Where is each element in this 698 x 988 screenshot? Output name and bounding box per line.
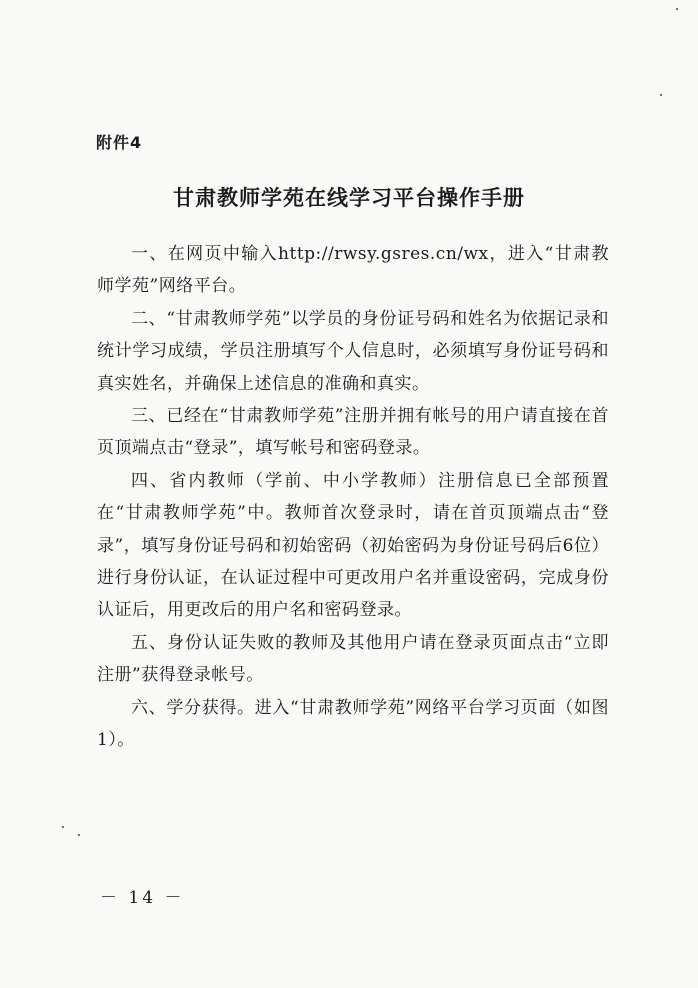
scan-speck	[62, 826, 64, 828]
document-body	[97, 238, 609, 757]
attachment-label: 附件4	[96, 133, 143, 152]
scan-speck	[676, 8, 678, 10]
paragraph-1: 一、在网页中输入http://rwsy.gsres.cn/wx，进入“甘肃教师学苑”网络平台。	[97, 244, 609, 297]
paragraph-6: 六、学分获得。进入“甘肃教师学苑”网络平台学习页面（如图1）。	[97, 697, 609, 751]
paragraph-4: 四、省内教师（学前、中小学教师）注册信息已全部预置在“甘肃教师学苑”中。教师首次登录时，请在首页顶端点击“登录”，填写身份证号码和初始密码（初始密码为身份证号码后6位）进行身份认证，在认证过程中可更改用户名并重设密码，完成身份认证后，用更改后的用户名和密码登录。	[97, 470, 609, 621]
document-title: 甘肃教师学苑在线学习平台操作手册	[173, 186, 525, 210]
paragraph-3: 三、已经在“甘肃教师学苑”注册并拥有帐号的用户请直接在首页顶端点击“登录”，填写帐号和密码登录。	[97, 406, 609, 459]
scan-speck	[660, 94, 662, 96]
paragraph-5: 五、身份认证失败的教师及其他用户请在登录页面点击“立即注册”获得登录帐号。	[97, 632, 609, 686]
scan-speck	[78, 834, 80, 836]
page-number: － 14 －	[100, 888, 185, 908]
paragraph-2: 二、“甘肃教师学苑”以学员的身份证号码和姓名为依据记录和统计学习成绩，学员注册填写个人信息时，必须填写身份证号码和真实姓名，并确保上述信息的准确和真实。	[97, 308, 609, 394]
